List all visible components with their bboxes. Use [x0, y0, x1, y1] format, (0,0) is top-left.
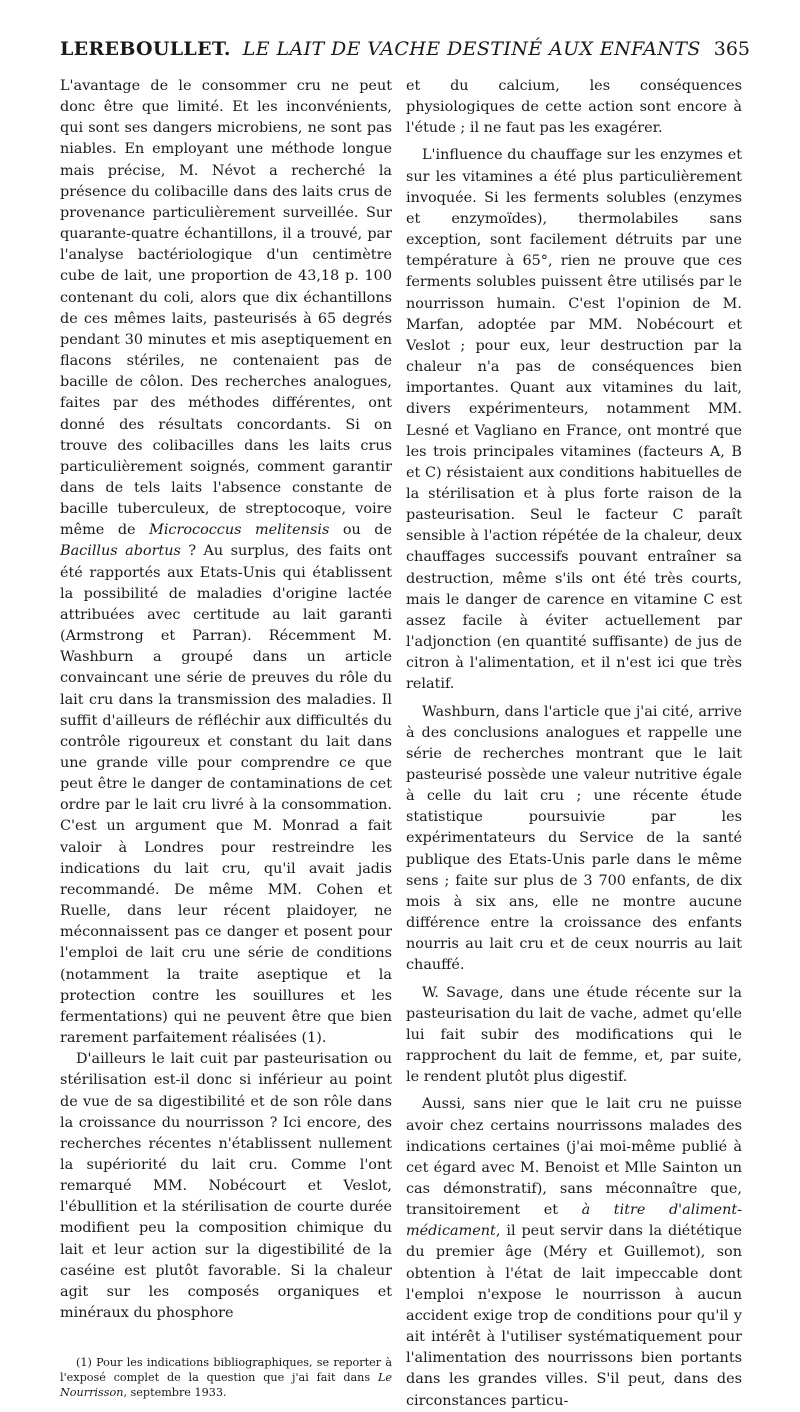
text-run: , il peut servir dans la diététique du premier âge (Méry et Guillemot), son obtention à l'état de lait impeccable dont l'emploi n'expose le nourrisson à aucun accident exige trop de conditions pour qu'il y ait intérêt à l'utiliser systématiquement pour l'alimentation des nourrissons bien portants dans les grandes villes. S'il peut, dans des circonstances particu-: [406, 1223, 742, 1409]
paragraph: L'influence du chauffage sur les enzymes et sur les vitamines a été plus particulièrement invoquée. Si les ferments solubles (enzymes et enzymoïdes), thermolabiles sans exception, sont facilement détruits par une température à 65°, rien ne prouve que ces ferments solubles puissent être utilisés par le nourrisson humain. C'est l'opinion de M. Marfan, adoptée par MM. Nobécourt et Veslot ; pour eux, leur destruction par la chaleur n'a pas de conséquences bien importantes. Quant aux vitamines du lait, divers expérimenteurs, notamment MM. Lesné et Vagliano en France, ont montré que les trois principales vitamines (facteurs A, B et C) résistaient aux conditions habituelles de la stérilisation et à plus forte raison de la pasteurisation. Seul le facteur C paraît sensible à l'action répétée de la chaleur, deux chauffages successifs pouvant entraîner sa destruction, même s'ils ont été très courts, mais le danger de carence en vitamine C est assez facile à éviter actuellement par l'adjonction (en quantité suffisante) de jus de citron à l'alimentation, et il n'est ici que très relatif.: [406, 147, 742, 693]
paragraph: et du calcium, les conséquences physiologiques de cette action sont encore à l'étude ; il ne faut pas les exagérer.: [406, 78, 742, 137]
page-number: 365: [713, 38, 750, 60]
footnote-separator: [60, 1330, 392, 1338]
paragraph: Washburn, dans l'article que j'ai cité, arrive à des conclusions analogues et rappelle une série de recherches montrant que le lait pasteurisé possède une valeur nutritive égale à celle du lait cru ; une récente étude statistique poursuivie par les expérimentateurs du Service de la santé publique des Etats-Unis parle dans le même sens ; faite sur plus de 3 700 enfants, de dix mois à six ans, elle ne montre aucune différence entre la croissance des enfants nourris au lait cru et de ceux nourris au lait chauffé.: [406, 703, 742, 974]
paragraph: [60, 76, 392, 1049]
text-run: (1) Pour les indications bibliographiques, se reporter à l'exposé complet de la question que j'ai fait dans: [60, 1356, 392, 1385]
paragraph: D'ailleurs le lait cuit par pasteurisation ou stérilisation est-il donc si inférieur au point de vue de sa digestibilité et de son rôle dans la croissance du nourrisson ? Ici encore, des recherches récentes n'établissent nullement la supériorité du lait cru. Comme l'ont remarqué MM. Nobécourt et Veslot, l'ébullition et la stérilisation de courte durée modifient peu la composition chimique du lait et leur action sur la digestibilité de la caséine est plutôt favorable. Si la chaleur agit sur les composés organiques et minéraux du phosphore: [60, 1051, 392, 1322]
text-run: , septembre 1933.: [123, 1386, 227, 1400]
italic-text: Le Nourrisson: [60, 1371, 392, 1400]
header-author: LEREBOULLET.: [60, 38, 231, 60]
text-run: L'avantage de le consommer cru ne peut donc être que limité. Et les inconvénients, qui sont ses dangers microbiens, ne sont pas niables. En employant une méthode longue mais précise, M. Névot a recherché la présence du colibacille dans des laits crus de provenance particulièrement surveillée. Sur quarante-quatre échantillons, il a trouvé, par l'analyse bactériologique d'un centimètre cube de lait, une proportion de 43,18 p. 100 contenant du coli, alors que dix échantillons de ces mêmes laits, pasteurisés à 65 degrés pendant 30 minutes et mis aseptiquement en flacons stériles, ne contenaient pas de bacille de côlon. Des recherches analogues, faites par des méthodes différentes, ont donné des résultats concordants. Si on trouve des colibacilles dans les laits crus particulièrement soignés, comment garantir dans de tels laits l'absence constante de bacille tuberculeux, de streptocoque, voire même de: [60, 78, 392, 539]
paragraph: W. Savage, dans une étude récente sur la pasteurisation du lait de vache, admet qu'elle lui fait subir des modifications qui le rapprochent du lait de femme, et, par suite, le rendent plutôt plus digestif.: [406, 984, 742, 1086]
italic-text: Micrococcus melitensis: [149, 522, 330, 539]
italic-text: Bacillus abortus: [60, 543, 181, 560]
header-title: LE LAIT DE VACHE DESTINÉ AUX ENFANTS: [242, 38, 701, 60]
italic-text: à titre d'aliment-médicament: [406, 1202, 742, 1240]
footnote: [60, 1355, 392, 1400]
paragraph: [406, 1094, 742, 1411]
left-column: [60, 76, 392, 1400]
right-column: [406, 76, 742, 1412]
running-header: [60, 38, 750, 70]
text-run: Aussi, sans nier que le lait cru ne puisse avoir chez certains nourrissons malades des indications certaines (j'ai moi-même publié à cet égard avec M. Benoist et Mlle Sainton un cas démonstratif), sans méconnaître que, transitoirement et: [406, 1096, 742, 1219]
text-run: ? Au surplus, des faits ont été rapportés aux Etats-Unis qui établissent la possibilité de maladies d'origine lactée attribuées avec certitude au lait garanti (Armstrong et Parran). Récemment M. Washburn a groupé dans un article convaincant une série de preuves du rôle du lait cru dans la transmission des maladies. Il suffit d'ailleurs de réfléchir aux difficultés du contrôle rigoureux et constant du lait dans une grande ville pour comprendre ce que peut être le danger de contaminations de cet ordre par le lait cru livré à la consommation. C'est un argument que M. Monrad a fait valoir à Londres pour restreindre les indications du lait cru, qu'il avait jadis recommandé. De même MM. Cohen et Ruelle, dans leur récent plaidoyer, ne méconnaissent pas ce danger et posent pour l'emploi de lait cru une série de conditions (notamment la traite aseptique et la protection contre les souillures et les fermentations) qui ne peuvent être que bien rarement parfaitement réalisées (1).: [60, 543, 392, 1047]
text-run: ou de: [329, 522, 392, 539]
